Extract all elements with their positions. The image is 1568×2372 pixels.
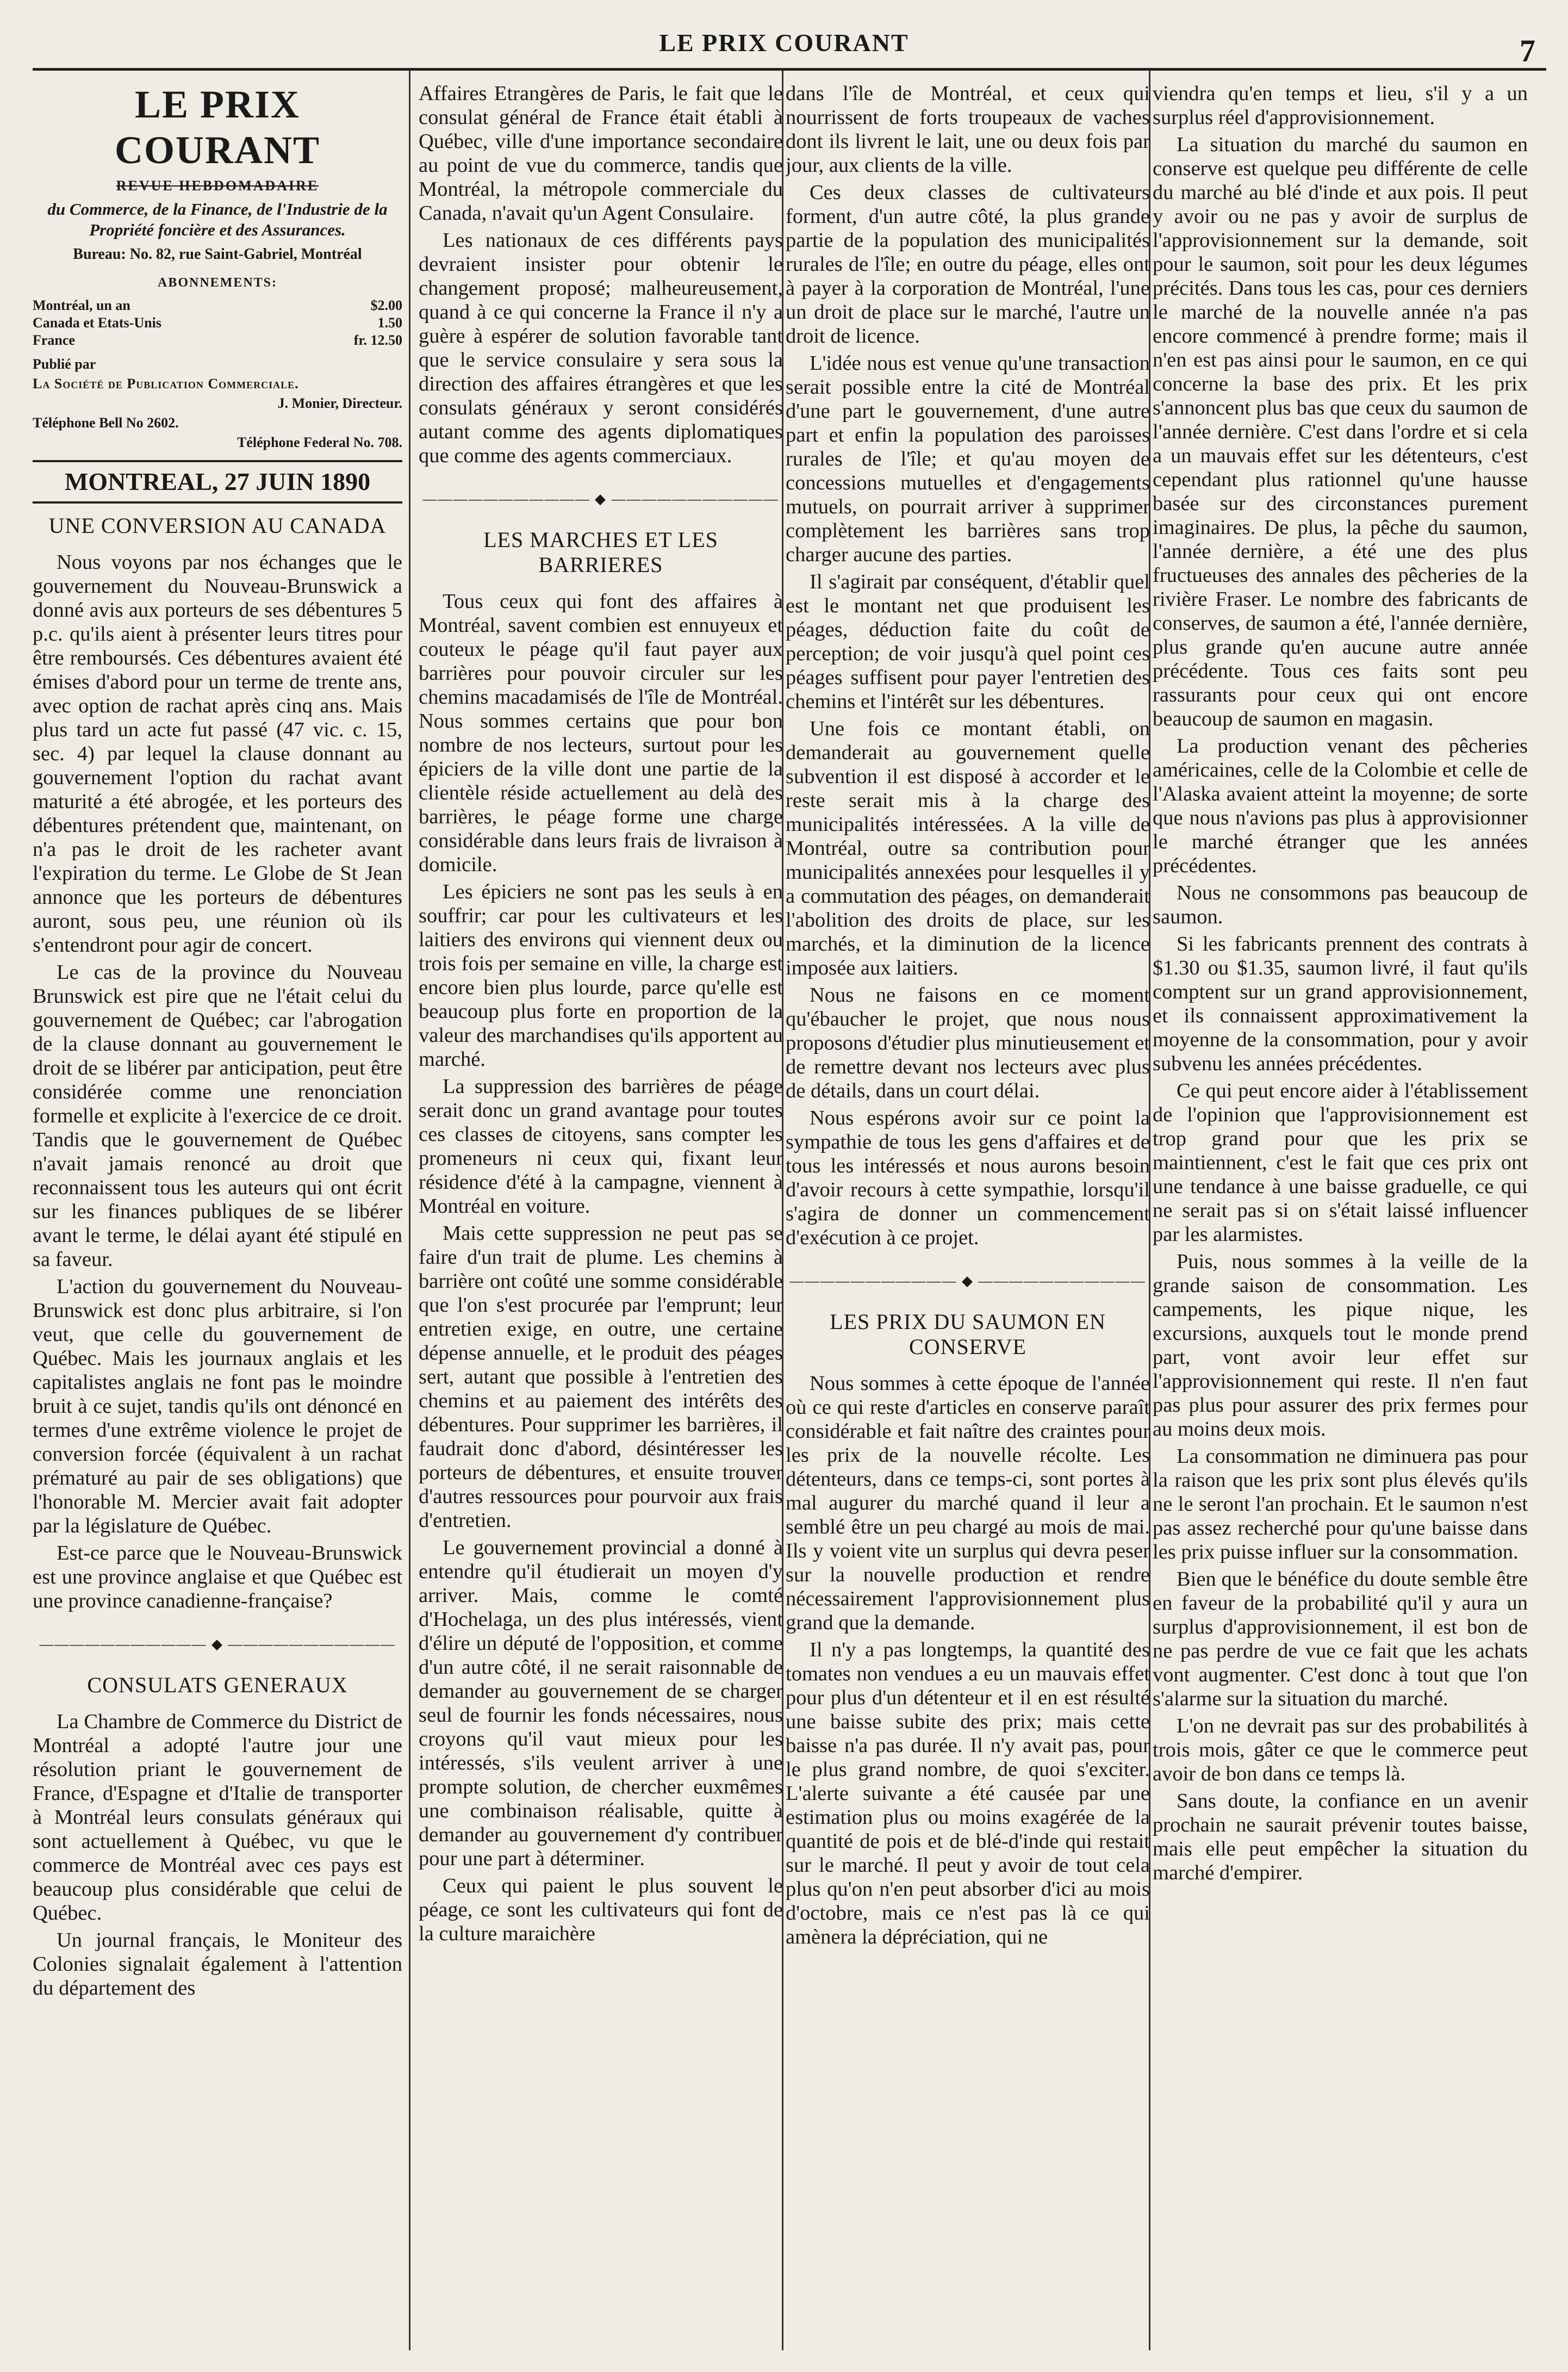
paragraph: Bien que le bénéfice du doute semble être en faveur de la probabilité qu'il y aura un surplus d'approvisionnement, il est bon de ne pas perdre de vue ce fait que les achats vont augmenter. C'est donc à tout que l'on s'alarme sur la situation du marché. (1153, 1568, 1528, 1710)
paragraph: Il s'agirait par conséquent, d'établir quel est le montant net que produisent les péages, déduction faite du coût de perception; de voir jusqu'à quel point ces péages suffisent pour payer l'entretien des chemins et l'intérêt sur les débentures. (786, 570, 1150, 713)
article-heading: LES MARCHES ET LES BARRIERES (483, 527, 718, 577)
subscription-price: $2.00 (370, 297, 402, 313)
masthead-description: du Commerce, de la Finance, de l'Industrie de la Propriété foncière et des Assurances. (47, 200, 388, 239)
paragraph: Nous voyons par nos échanges que le gouvernement du Nouveau-Brunswick a donné avis aux porteurs de ses débentures 5 p.c. qu'ils aient à présenter leurs titres pour être remboursés. Ces débentures avaient été émises d'abord pour un terme de trente ans, avec option de rachat après cinq ans. Mais plus tard un acte fut passé (47 vic. c. 15, sec. 4) par lequel la clause donnant au gouvernement l'option du rachat avant maturité a été abrogée, et les porteurs des débentures prétendent que, maintenant, on n'a pas le droit de les racheter avant l'expiration du terme. Le Globe de St Jean annonce que les porteurs de débentures auront, sous peu, une réunion où ils s'entendront pour agir de concert. (33, 551, 402, 957)
column-1 (33, 82, 402, 2350)
paragraph: Le cas de la province du Nouveau Brunswick est pire que ne l'était celui du gouvernement de Québec; car l'abrogation de la clause donnant au gouvernement le droit de se libérer par anticipation, peut être considérée comme une renonciation formelle et explicite à l'exercice de ce droit. Tandis que le gouvernement de Québec n'avait jamais renoncé au droit que reconnaissent tous les auteurs qui ont écrit sur les finances publiques de se libérer avant le terme, le délai ayant été stipulé en sa faveur. (33, 961, 402, 1271)
paragraph: La suppression des barrières de péage serait donc un grand avantage pour toutes ces classes de citoyens, sans compter les promeneurs ni ceux qui, fixant leur résidence d'été à la campagne, viennent à Montréal en voiture. (419, 1075, 783, 1218)
running-head: LE PRIX COURANT (659, 29, 909, 57)
section-separator (33, 1632, 402, 1656)
paragraph: Puis, nous sommes à la veille de la grande saison de consommation. Les campements, les pique nique, les excursions, auxquels tout le monde prend part, vont avoir leur effet sur l'approvisionnement qui reste. Il n'en faut pas plus pour assurer des prix fermes pour au moins deux mois. (1153, 1250, 1528, 1440)
subscription-price: fr. 12.50 (353, 332, 402, 348)
column-3 (786, 82, 1150, 2350)
paragraph: Les épiciers ne sont pas les seuls à en souffrir; car pour les cultivateurs et les laitiers des environs qui viennent deux ou trois fois per semaine en ville, la charge est encore bien plus lourde, parce qu'elle est beaucoup plus forte en proportion de la valeur des marchandises qu'ils apportent au marché. (419, 880, 783, 1071)
subscription-label: France (33, 332, 75, 348)
paragraph: Nous espérons avoir sur ce point la sympathie de tous les gens d'affaires et de tous les intéressés et nous aurons besoin d'avoir recours à cette sympathie, lorsqu'il s'agira de donner un commencement d'exécution à ce projet. (786, 1107, 1150, 1249)
subscription-price: 1.50 (377, 315, 402, 331)
section-separator (419, 487, 783, 511)
phone-bell: Téléphone Bell No 2602. (33, 415, 179, 431)
paragraph: La production venant des pêcheries américaines, celle de la Colombie et celle de l'Alaska avaient atteint la moyenne; de sorte que nous n'avions pas plus à approvisionner le marché étranger que les années précédentes. (1153, 735, 1528, 877)
paragraph: viendra qu'en temps et lieu, s'il y a un surplus réel d'approvisionnement. (1153, 82, 1528, 129)
masthead-subtitle: REVUE HEBDOMADAIRE (116, 178, 319, 194)
phone-federal: Téléphone Federal No. 708. (237, 434, 402, 450)
subscription-row (33, 314, 402, 332)
article-heading: UNE CONVERSION AU CANADA (48, 513, 387, 538)
subscription-row (33, 297, 402, 314)
paragraph: Affaires Etrangères de Paris, le fait que le consulat général de France était établi à Québec, ville d'une importance secondaire au point de vue du commerce, tandis que Montréal, la métropole commerciale du Canada, n'avait qu'un Agent Consulaire. (419, 82, 783, 225)
paragraph: Tous ceux qui font des affaires à Montréal, savent combien est ennuyeux et couteux le péage qu'il faut payer aux barrières pour pouvoir circuler sur les chemins macadamisés de l'île de Montréal. Nous sommes certains que pour bon nombre de nos lecteurs, surtout pour les épiciers de la ville dont une partie de la clientèle réside actuellement au delà des barrières, le péage forme une charge considérable dans leurs frais de livraison à domicile. (419, 590, 783, 876)
masthead-bureau: Bureau: No. 82, rue Saint-Gabriel, Montréal (73, 246, 362, 263)
paragraph: dans l'île de Montréal, et ceux qui nourrissent de forts troupeaux de vaches dont ils livrent le lait, une ou deux fois par jour, aux clients de la ville. (786, 82, 1150, 177)
paragraph: Ce qui peut encore aider à l'établissement de l'opinion que l'approvisionnement est trop grand pour que les prix se maintiennent, c'est le fait que ces prix ont une tendance à une baisse graduelle, ce qui ne serait pas si on s'était laissé influencer par les alarmistes. (1153, 1079, 1528, 1246)
section-separator (786, 1269, 1150, 1293)
paragraph: L'action du gouvernement du Nouveau-Brunswick est donc plus arbitraire, si l'on veut, que celle du gouvernement de Québec. Mais les journaux anglais et les capitalistes anglais ne font pas le moindre bruit à ce sujet, tandis qu'ils ont dénoncé en termes d'une extrême violence le projet de conversion forcée (équivalent à un rachat prématuré au pair de ses obligations) que l'honorable M. Mercier avait fait adopter par la législature de Québec. (33, 1275, 402, 1537)
column-divider (409, 71, 410, 2350)
article-heading: LES PRIX DU SAUMON EN CONSERVE (830, 1309, 1106, 1359)
paragraph: Est-ce parce que le Nouveau-Brunswick est une province anglaise et que Québec est une province canadienne-française? (33, 1542, 402, 1612)
subscriptions-label: ABONNEMENTS: (157, 276, 278, 290)
dateline: MONTREAL, 27 JUIN 1890 (33, 460, 402, 504)
paragraph: Mais cette suppression ne peut pas se faire d'un trait de plume. Les chemins à barrière ont coûté une somme considérable que l'on s'est procurée par l'emprunt; leur entretien exige, en outre, une certaine dépense annuelle, et le produit des péages sert, autant que possible à l'entretien des chemins et au paiement des intérêts des débentures. Pour supprimer les barrières, il faudrait donc d'abord, désintéresser les porteurs de débentures, et ensuite trouver d'autres ressources pour pourvoir aux frais d'entretien. (419, 1222, 783, 1532)
paragraph: Nous ne consommons pas beaucoup de saumon. (1153, 881, 1528, 928)
column-4 (1153, 82, 1528, 2350)
column-2 (419, 82, 783, 2350)
paragraph: Le gouvernement provincial a donné à entendre qu'il étudierait un moyen d'y arriver. Mais, comme le comté d'Hochelaga, un des plus intéressés, vient d'élire un député de l'opposition, et comme d'un autre côté, il ne serait raisonnable de demander au gouvernement de se charger seul de fournir les fonds nécessaires, nous croyons qu'il vaut mieux pour les intéressés, s'ils veulent arriver à une prompte solution, de chercher euxmêmes une combinaison réalisable, quitte à demander au gouvernement d'y contribuer pour une part à déterminer. (419, 1536, 783, 1870)
subscription-label: Montréal, un an (33, 297, 130, 313)
paragraph: La situation du marché du saumon en conserve est quelque peu différente de celle du marché au blé d'inde et aux pois. Il peut y avoir ou ne pas y avoir de surplus de l'approvisionnement sur la demande, soit pour le saumon, soit pour les deux légumes précités. Dans tous les cas, pour ces derniers le marché de la nouvelle année n'a pas encore commencé à prendre forme; mais il n'en est pas ainsi pour le saumon, en ce qui concerne la base des prix. Et les prix s'annoncent plus bas que ceux du saumon de l'année dernière. C'est dans l'ordre et si cela a un mauvais effet sur les détenteurs, c'est cependant plus rationnel qu'une hausse basée sur des circonstances purement imaginaires. De plus, la pêche du saumon, l'année dernière, a été une des plus fructueuses des annales des pêcheries de la rivière Fraser. Le nombre des fabricants de conserves, de saumon a été, l'année dernière, plus grande qu'en aucune autre année précédente. Tous ces faits sont peu rassurants pour ceux qui ont encore beaucoup de saumon en magasin. (1153, 133, 1528, 730)
paragraph: Ces deux classes de cultivateurs forment, d'un autre côté, la plus grande partie de la population des municipalités rurales de l'île; en outre du péage, elles ont à payer à la corporation de Montréal, l'une un droit de place sur le marché, l'autre un droit de licence. (786, 181, 1150, 347)
paragraph: La consommation ne diminuera pas pour la raison que les prix sont plus élevés qu'ils ne le seront l'an prochain. Et le saumon n'est pas assez recherché pour qu'une baisse dans les prix puisse influer sur la consommation. (1153, 1445, 1528, 1563)
paragraph: Les nationaux de ces différents pays devraient insister pour obtenir le changement proposé; malheureusement, quand à ce qui concerne la France il n'y a guère à espérer de solution favorable tant que le service consulaire y sera sous la direction des affaires étrangères et que les consulats généraux y seront considérés autant comme des agents diplomatiques que comme des agents commerciaux. (419, 229, 783, 467)
masthead-title: LE PRIX COURANT (114, 83, 320, 172)
paragraph: La Chambre de Commerce du District de Montréal a adopté l'autre jour une résolution priant le gouvernement de France, d'Espagne et d'Italie de transporter à Montréal leurs consulats généraux qui sont actuellement à Québec, vu que le commerce de Montréal avec ces pays est beaucoup plus considérable que celui de Québec. (33, 1710, 402, 1924)
publisher-name: La Société de Publication Commerciale. (33, 376, 299, 392)
subscription-label: Canada et Etats-Unis (33, 315, 161, 331)
page-number: 7 (1520, 33, 1535, 69)
paragraph: Un journal français, le Moniteur des Colonies signalait également à l'attention du département des (33, 1929, 402, 2000)
paragraph: Nous ne faisons en ce moment qu'ébaucher le projet, que nous nous proposons d'étudier plus minutieusement et de remettre devant nos lecteurs avec plus de détails, dans un court délai. (786, 984, 1150, 1102)
subscription-row (33, 332, 402, 349)
paragraph: L'idée nous est venue qu'une transaction serait possible entre la cité de Montréal d'une part le gouvernement, d'une autre part et enfin la population des paroisses rurales de l'île; et qu'au moyen de concessions mutuelles et d'engagements mutuels, on pourrait arriver à supprimer complètement les barrières sans trop charger aucune des parties. (786, 352, 1150, 566)
paragraph: Une fois ce montant établi, on demanderait au gouvernement quelle subvention il est disposé à accorder et le reste serait mis à la charge des municipalités intéressées. A la ville de Montréal, outre sa contribution pour municipalités annexées pour lesquelles il y a commutation des péages, on demanderait l'abolition des droits de place, sur les marchés, et la diminution de la licence imposée aux laitiers. (786, 717, 1150, 979)
paragraph: L'on ne devrait pas sur des probabilités à trois mois, gâter ce que le commerce peut avoir de bon dans ce temps là. (1153, 1715, 1528, 1785)
paragraph: Sans doute, la confiance en un avenir prochain ne saurait prévenir toutes baisse, mais elle peut empêcher la situation du marché d'empirer. (1153, 1790, 1528, 1884)
paragraph: Ceux qui paient le plus souvent le péage, ce sont les cultivateurs qui font de la culture maraichère (419, 1874, 783, 1945)
paragraph: Il n'y a pas longtemps, la quantité des tomates non vendues a eu un mauvais effet pour plus d'un détenteur et il en est résulté une baisse subite des prix; mais cette baisse n'a pas durée. Il n'y avait pas, pour le plus grand nombre, de quoi s'exciter. L'alerte suivante a été causée par une estimation plus ou moins exagérée de la quantité de pois et de blé-d'inde qui restait sur le marché. Il peut y avoir de tout cela plus qu'on n'en peut absorber d'ici au mois d'octobre, mais ce n'est pas là ce qui amènera la dépréciation, qui ne (786, 1638, 1150, 1948)
publisher-label: Publié par (33, 356, 96, 372)
paragraph: Si les fabricants prennent des contrats à $1.30 ou $1.35, saumon livré, il faut qu'ils comptent sur un grand approvisionnement, et ils connaissent approximativement la moyenne de la consommation, pour y avoir subvenu les années précédentes. (1153, 933, 1528, 1075)
header-rule (33, 68, 1546, 71)
paragraph: Nous sommes à cette époque de l'année où ce qui reste d'articles en conserve paraît considérable et fait naître des craintes pour les prix de la nouvelle récolte. Les détenteurs, dans ce temps-ci, sont portes à mal augurer du marché quand il leur a semblé être un peu chargé au mois de mai. Ils y voient vite un surplus qui devra peser sur la nouvelle production et rendre nécessairement l'approvisionnement plus grand que la demande. (786, 1372, 1150, 1634)
director-name: J. Monier, Directeur. (277, 395, 402, 411)
article-heading: CONSULATS GENERAUX (87, 1673, 348, 1697)
masthead (33, 82, 402, 452)
